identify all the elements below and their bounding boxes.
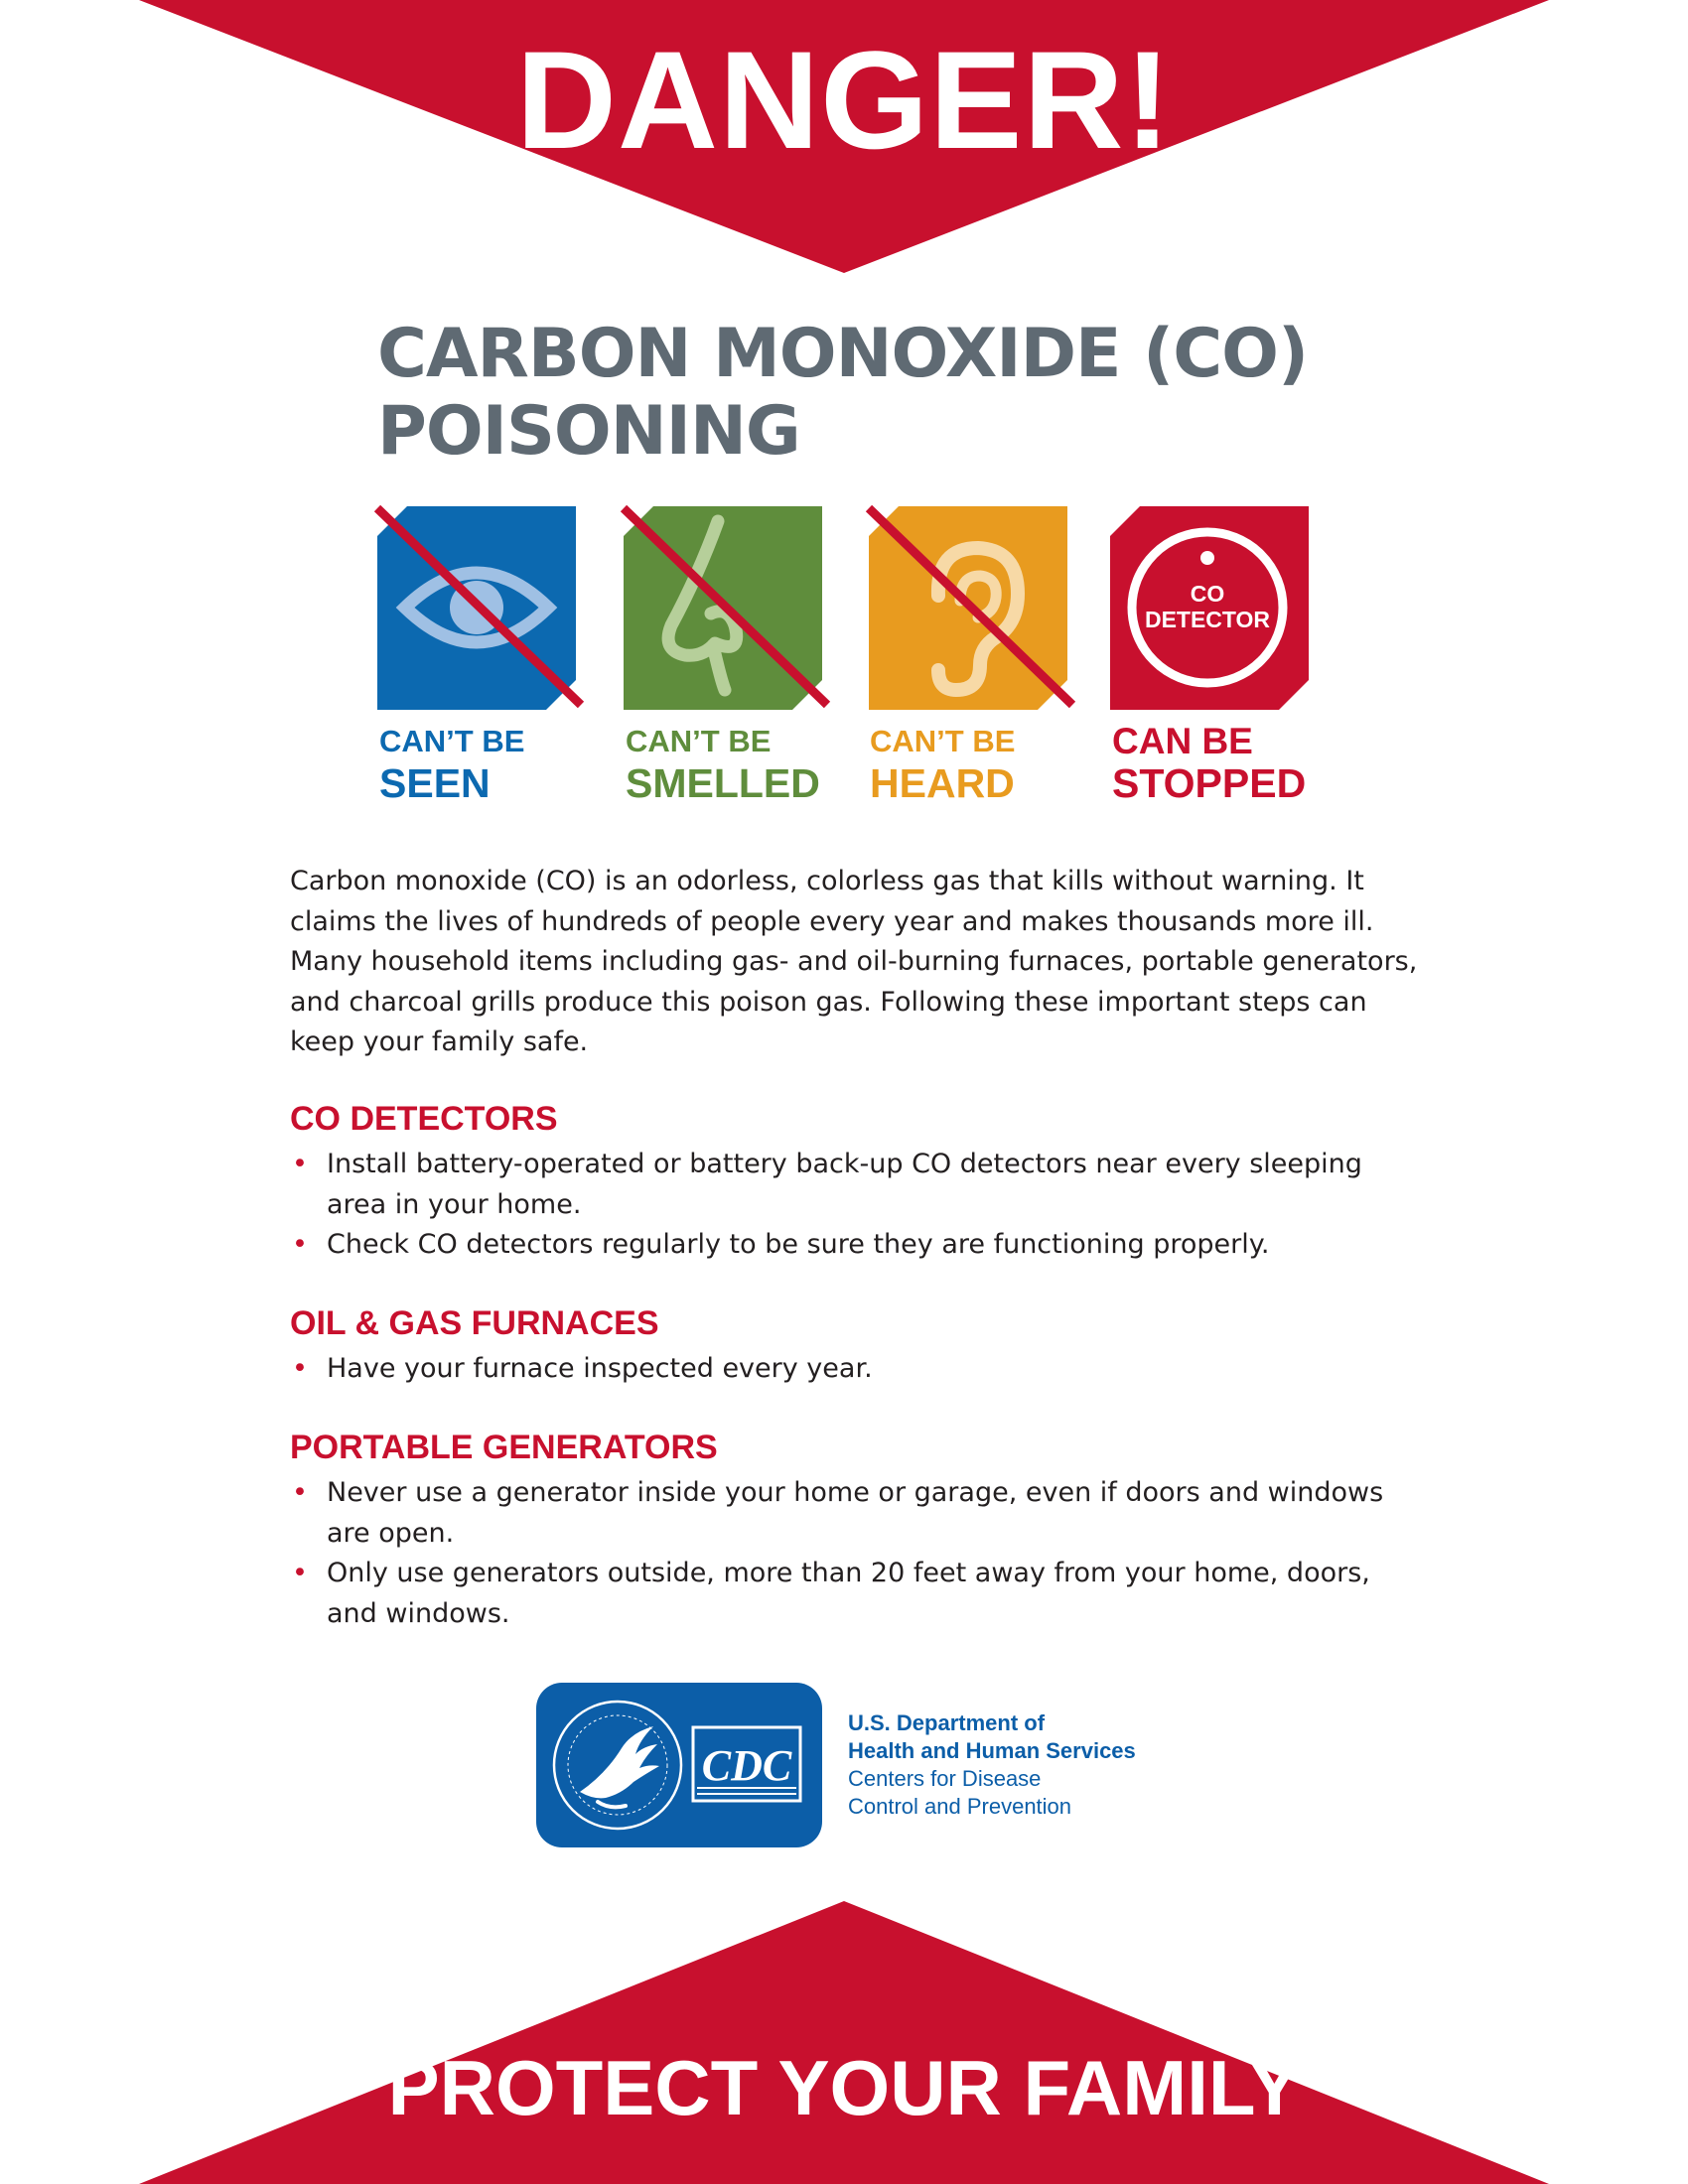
bullet-icon: • <box>292 1353 308 1384</box>
cant-be-heard-tile <box>869 506 1067 710</box>
list-item-text: Check CO detectors regularly to be sure they are functioning properly. <box>327 1229 1270 1260</box>
cdc-logo <box>693 1727 800 1801</box>
bullet-icon: • <box>292 1477 308 1508</box>
hhs-cdc-text <box>848 1709 1245 1821</box>
list-item <box>290 1349 1422 1390</box>
bullet-icon: • <box>292 1229 308 1260</box>
list-item <box>290 1145 1422 1225</box>
caption-heard-big: HEARD <box>870 760 1015 806</box>
caption-seen-big: SEEN <box>379 760 491 806</box>
caption-stopped-big: STOPPED <box>1112 760 1307 806</box>
cant-be-seen-tile <box>377 506 576 710</box>
caption-seen-small: CAN’T BE <box>379 724 525 758</box>
intro-paragraph: Carbon monoxide (CO) is an odorless, colorless gas that kills without warning. It claims the lives of hundreds of people every year and makes thousands more ill. Many household items including gas- and oil-burning furnaces, portable generators, and charcoal grills produce this poison gas. Following these important steps can keep your family safe. <box>290 866 1418 1057</box>
detector-label-detector: DETECTOR <box>1144 607 1271 632</box>
page-title-line2: POISONING <box>377 392 800 471</box>
hhs-eagle-seal-icon <box>554 1702 681 1829</box>
hhs-cdc-logo <box>536 1683 822 1847</box>
caption-smelled <box>626 723 864 806</box>
section-heading-co-detectors: CO DETECTORS <box>290 1100 558 1138</box>
bullet-icon: • <box>292 1558 308 1588</box>
can-be-stopped-tile <box>1110 506 1309 710</box>
section-heading-furnaces: OIL & GAS FURNACES <box>290 1304 659 1342</box>
cant-be-smelled-tile <box>624 506 822 710</box>
caption-smelled-big: SMELLED <box>626 760 820 806</box>
caption-stopped <box>1112 723 1350 806</box>
list-item-text: Never use a generator inside your home or garage, even if doors and windows are open. <box>327 1477 1384 1549</box>
caption-heard-small: CAN’T BE <box>870 724 1016 758</box>
danger-heading: DANGER! <box>515 22 1173 178</box>
caption-seen <box>379 723 618 806</box>
list-item <box>290 1473 1422 1554</box>
protect-your-family-heading: PROTECT YOUR FAMILY <box>387 2044 1301 2131</box>
detector-label-co: CO <box>1190 581 1225 607</box>
page-title-line1: CARBON MONOXIDE (CO) <box>377 315 1309 393</box>
caption-heard <box>870 723 1108 806</box>
list-item-text: Have your furnace inspected every year. <box>327 1353 873 1384</box>
hhs-line1: U.S. Department of <box>848 1710 1046 1735</box>
caption-stopped-small: CAN BE <box>1112 721 1253 761</box>
caption-smelled-small: CAN’T BE <box>626 724 772 758</box>
bullet-icon: • <box>292 1149 308 1179</box>
hhs-line2: Health and Human Services <box>848 1738 1136 1763</box>
list-item-text: Install battery-operated or battery back-up CO detectors near every sleeping area in your home. <box>327 1149 1362 1220</box>
page-title <box>377 316 1470 471</box>
list-item-text: Only use generators outside, more than 20 feet away from your home, doors, and windows. <box>327 1558 1370 1629</box>
cdc-line1: Centers for Disease <box>848 1766 1042 1791</box>
section-heading-generators: PORTABLE GENERATORS <box>290 1429 718 1466</box>
cdc-line2: Control and Prevention <box>848 1794 1072 1819</box>
list-item <box>290 1225 1422 1266</box>
list-item <box>290 1554 1422 1634</box>
cdc-logo-text: CDC <box>701 1741 792 1790</box>
